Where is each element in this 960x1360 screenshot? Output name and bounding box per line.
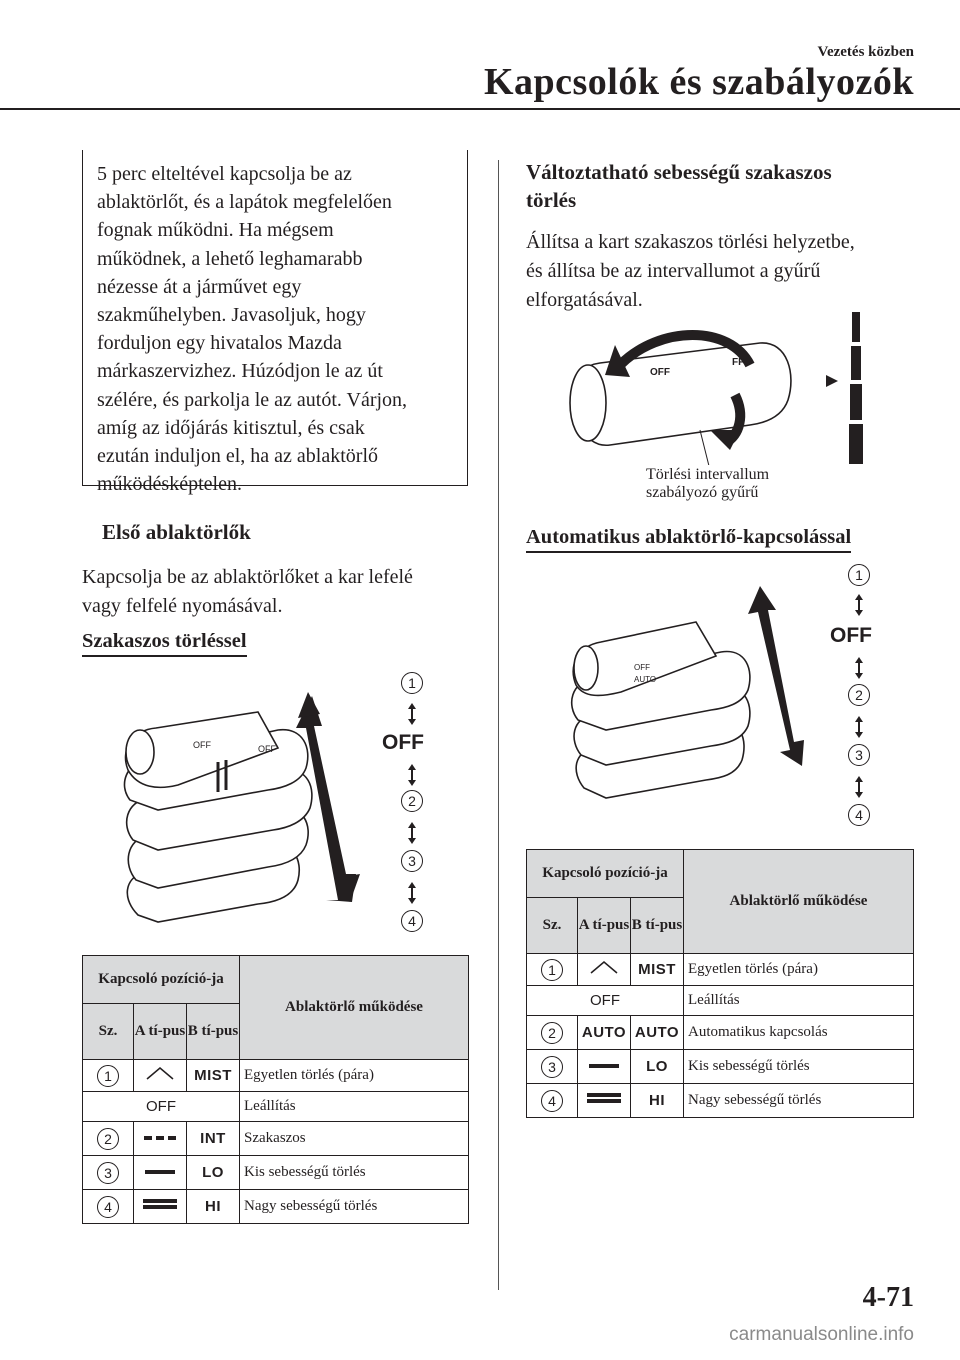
type-b-symbol: LO	[187, 1156, 240, 1190]
operation-text: Szakaszos	[240, 1122, 469, 1156]
svg-text:OFF: OFF	[650, 367, 670, 378]
note-line: 5 perc elteltével kapcsolja be az	[97, 163, 352, 185]
operation-text: Kis sebességű törlés	[684, 1050, 914, 1084]
type-a-symbol: AUTO	[578, 1016, 631, 1050]
table-header-no: Sz.	[83, 1004, 134, 1060]
interval-ring-illustration	[560, 305, 800, 465]
type-b-symbol: AUTO	[631, 1016, 684, 1050]
table-row	[527, 1016, 914, 1050]
mist-arc-icon	[588, 959, 620, 975]
svg-text:OFF: OFF	[258, 744, 276, 754]
operation-text: Egyetlen törlés (pára)	[684, 954, 914, 986]
table-header-type-a: A tí-pus	[134, 1004, 187, 1060]
note-line: működnek, a lehető leghamarabb	[97, 247, 363, 270]
off-label: OFF	[527, 986, 684, 1016]
operation-text: Automatikus kapcsolás	[684, 1016, 914, 1050]
ring-caption: szabályozó gyűrű	[646, 484, 759, 501]
dashed-line-icon	[142, 1134, 178, 1142]
right-body-line: Állítsa a kart szakaszos törlési helyzetbe,	[526, 231, 855, 253]
position-off-label: OFF	[382, 731, 424, 754]
arrow-updown-icon	[406, 703, 418, 725]
table-row	[527, 986, 914, 1016]
position-number: 2	[541, 1022, 563, 1044]
table-header-type-b: B tí-pus	[631, 898, 684, 954]
note-line: nézesse át a járművet egy	[97, 275, 302, 298]
right-body-line: és állítsa be az intervallumot a gyűrű	[526, 260, 821, 282]
note-line: működésképtelen.	[97, 473, 242, 496]
table-row	[83, 1122, 469, 1156]
operation-text: Leállítás	[684, 986, 914, 1016]
table-row	[83, 1092, 469, 1122]
table-row	[527, 1084, 914, 1118]
table-header-type-a: A tí-pus	[578, 898, 631, 954]
table-row	[527, 1050, 914, 1084]
position-number: 2	[848, 684, 870, 706]
svg-text:AUTO: AUTO	[634, 675, 657, 684]
position-1-marker	[401, 672, 423, 694]
position-2-marker	[401, 790, 423, 812]
auto-wiper-lever-illustration	[566, 600, 756, 800]
type-b-symbol: LO	[631, 1050, 684, 1084]
caution-note-box	[82, 150, 468, 496]
position-number: 4	[848, 804, 870, 826]
position-number: 1	[848, 564, 870, 586]
note-line: ablaktörlőt, és a lapátok megfelelően	[97, 191, 392, 214]
page-number: 4-71	[862, 1282, 914, 1313]
svg-text:OFF: OFF	[193, 740, 211, 750]
single-bar-icon	[586, 1062, 622, 1070]
arrow-updown-icon	[406, 764, 418, 786]
position-off-label: OFF	[830, 624, 872, 647]
double-bar-icon	[140, 1198, 180, 1210]
type-b-symbol: HI	[631, 1084, 684, 1118]
variable-intermittent-heading-cont: törlés	[526, 188, 577, 212]
position-1-marker	[848, 564, 870, 586]
position-number: 2	[97, 1128, 119, 1150]
svg-text:FF: FF	[732, 357, 745, 368]
double-bar-icon	[584, 1092, 624, 1104]
type-b-symbol: MIST	[631, 954, 684, 986]
off-label: OFF	[83, 1092, 240, 1122]
arrow-updown-icon	[853, 776, 865, 798]
position-3-marker	[848, 744, 870, 766]
position-number: 4	[401, 910, 423, 932]
position-4-marker	[848, 804, 870, 826]
position-number: 3	[848, 744, 870, 766]
note-line: szélére, és parkolja le az autót. Várjon,	[97, 388, 408, 411]
right-body-line: elforgatásával.	[526, 289, 643, 311]
position-number: 1	[401, 672, 423, 694]
variable-intermittent-heading: Változtatható sebességű szakaszos	[526, 160, 832, 184]
position-number: 3	[541, 1056, 563, 1078]
table-header-position: Kapcsoló pozíció-ja	[527, 850, 684, 898]
arrow-updown-icon	[406, 822, 418, 844]
position-number: 4	[97, 1196, 119, 1218]
note-line: forduljon egy hivatalos Mazda	[97, 332, 342, 355]
note-line: amíg az időjárás kitisztul, és csak	[97, 416, 365, 439]
arrow-updown-icon	[853, 594, 865, 616]
svg-text:OFF: OFF	[634, 663, 650, 672]
type-b-symbol: INT	[187, 1122, 240, 1156]
position-4-marker	[401, 910, 423, 932]
note-line: fognak működni. Ha mégsem	[97, 219, 334, 242]
left-switch-table	[82, 955, 469, 1224]
up-down-arrow-icon	[742, 580, 822, 770]
operation-text: Egyetlen törlés (pára)	[240, 1060, 469, 1092]
type-b-symbol: MIST	[187, 1060, 240, 1092]
interval-scale-icon	[826, 312, 872, 464]
note-line: ezután induljon el, ha az ablaktörlő	[97, 445, 379, 468]
note-line: márkaszervizhez. Húzódjon le az út	[97, 360, 383, 383]
up-down-arrow-icon	[290, 688, 380, 908]
section-name: Vezetés közben	[817, 44, 914, 60]
arrow-updown-icon	[853, 657, 865, 679]
table-header-position: Kapcsoló pozíció-ja	[83, 956, 240, 1004]
table-row	[83, 1156, 469, 1190]
position-number: 1	[97, 1065, 119, 1087]
single-bar-icon	[142, 1168, 178, 1176]
table-row	[83, 1060, 469, 1092]
arrow-updown-icon	[853, 716, 865, 738]
position-3-marker	[401, 850, 423, 872]
arrow-updown-icon	[406, 882, 418, 904]
position-number: 1	[541, 959, 563, 981]
page-title: Kapcsolók és szabályozók	[483, 61, 914, 103]
header-rule	[0, 108, 960, 110]
table-header-type-b: B tí-pus	[187, 1004, 240, 1060]
auto-wiper-subheading: Automatikus ablaktörlő-kapcsolással	[526, 526, 851, 553]
left-body-line: vagy felfelé nyomásával.	[82, 595, 283, 617]
table-header-operation: Ablaktörlő működése	[240, 956, 469, 1060]
watermark: carmanualsonline.info	[729, 1324, 914, 1345]
operation-text: Leállítás	[240, 1092, 469, 1122]
table-header-operation: Ablaktörlő működése	[684, 850, 914, 954]
note-line: szakműhelyben. Javasoljuk, hogy	[97, 304, 366, 327]
table-row	[83, 1190, 469, 1224]
column-divider	[498, 160, 499, 1290]
operation-text: Kis sebességű törlés	[240, 1156, 469, 1190]
position-number: 3	[401, 850, 423, 872]
right-switch-table	[526, 849, 914, 1118]
table-row	[527, 954, 914, 986]
left-body-line: Kapcsolja be az ablaktörlőket a kar lefelé	[82, 566, 413, 588]
intermittent-subheading: Szakaszos törléssel	[82, 630, 247, 657]
table-header-no: Sz.	[527, 898, 578, 954]
position-2-marker	[848, 684, 870, 706]
operation-text: Nagy sebességű törlés	[684, 1084, 914, 1118]
mist-arc-icon	[144, 1065, 176, 1081]
ring-caption: Törlési intervallum	[646, 466, 770, 483]
front-wipers-heading: Első ablaktörlők	[102, 520, 251, 544]
type-b-symbol: HI	[187, 1190, 240, 1224]
operation-text: Nagy sebességű törlés	[240, 1190, 469, 1224]
position-number: 3	[97, 1162, 119, 1184]
position-number: 2	[401, 790, 423, 812]
position-number: 4	[541, 1090, 563, 1112]
